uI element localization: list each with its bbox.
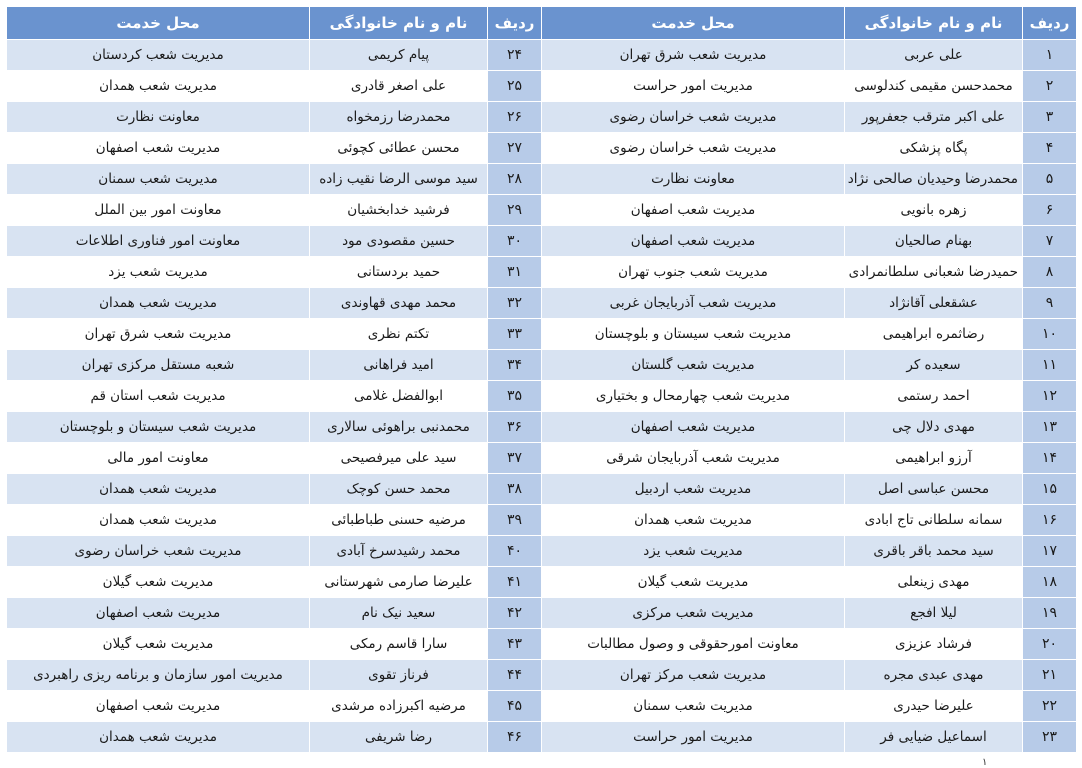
header-name: نام و نام خانوادگی [310, 7, 488, 40]
place-cell: مدیریت شعب کردستان [7, 40, 310, 71]
place-cell: مدیریت شعب سیستان و بلوچستان [542, 319, 845, 350]
name-cell: رضاثمره ابراهیمی [845, 319, 1023, 350]
place-cell: مدیریت شعب استان قم [7, 381, 310, 412]
row-number-cell: ۱۰ [1023, 319, 1077, 350]
name-cell: مهدی زینعلی [845, 567, 1023, 598]
place-cell: معاونت امور بین الملل [7, 195, 310, 226]
header-place: محل خدمت [7, 7, 310, 40]
table-row [7, 660, 1077, 691]
row-number-cell: ۱۱ [1023, 350, 1077, 381]
table-row [7, 381, 1077, 412]
place-cell: معاونت امورحقوقی و وصول مطالبات [542, 629, 845, 660]
name-cell: علی اکبر مترقب جعفرپور [845, 102, 1023, 133]
place-cell: مدیریت شعب مرکزی [542, 598, 845, 629]
name-cell: ابوالفضل غلامی [310, 381, 488, 412]
header-row-number: ردیف [488, 7, 542, 40]
row-number-cell: ۱۷ [1023, 536, 1077, 567]
place-cell: معاونت امور فناوری اطلاعات [7, 226, 310, 257]
place-cell: معاونت امور مالی [7, 443, 310, 474]
place-cell: مدیریت شعب شرق تهران [542, 40, 845, 71]
table-row [7, 350, 1077, 381]
name-cell: سید موسی الرضا نقیب زاده [310, 164, 488, 195]
row-number-cell: ۲۲ [1023, 691, 1077, 722]
place-cell: مدیریت شعب گلستان [542, 350, 845, 381]
employee-table-container [6, 6, 1076, 753]
row-number-cell: ۱۶ [1023, 505, 1077, 536]
place-cell: مدیریت شعب همدان [7, 288, 310, 319]
name-cell: محمدرضا وحیدیان صالحی نژاد [845, 164, 1023, 195]
name-cell: مرضیه اکبرزاده مرشدی [310, 691, 488, 722]
header-row-number: ردیف [1023, 7, 1077, 40]
place-cell: مدیریت شعب یزد [542, 536, 845, 567]
place-cell: مدیریت شعب همدان [7, 71, 310, 102]
row-number-cell: ۴۱ [488, 567, 542, 598]
name-cell: علی اصغر قادری [310, 71, 488, 102]
name-cell: سید محمد باقر باقری [845, 536, 1023, 567]
name-cell: اسماعیل ضیایی فر [845, 722, 1023, 753]
name-cell: فرناز تقوی [310, 660, 488, 691]
row-number-cell: ۳۰ [488, 226, 542, 257]
place-cell: مدیریت شعب خراسان رضوی [7, 536, 310, 567]
place-cell: شعبه مستقل مرکزی تهران [7, 350, 310, 381]
name-cell: سید علی میرفصیحی [310, 443, 488, 474]
row-number-cell: ۳۶ [488, 412, 542, 443]
employee-table [6, 6, 1077, 753]
name-cell: سعید نیک نام [310, 598, 488, 629]
name-cell: امید فراهانی [310, 350, 488, 381]
row-number-cell: ۲۱ [1023, 660, 1077, 691]
place-cell: مدیریت شعب اصفهان [542, 412, 845, 443]
row-number-cell: ۲۰ [1023, 629, 1077, 660]
name-cell: سمانه سلطانی تاج ابادی [845, 505, 1023, 536]
row-number-cell: ۱۲ [1023, 381, 1077, 412]
name-cell: سعیده کر [845, 350, 1023, 381]
place-cell: مدیریت شعب اصفهان [7, 598, 310, 629]
header-name: نام و نام خانوادگی [845, 7, 1023, 40]
table-row [7, 71, 1077, 102]
row-number-cell: ۷ [1023, 226, 1077, 257]
row-number-cell: ۴۲ [488, 598, 542, 629]
name-cell: رضا شریفی [310, 722, 488, 753]
row-number-cell: ۲۸ [488, 164, 542, 195]
place-cell: مدیریت شعب سمنان [7, 164, 310, 195]
name-cell: حمید بردستانی [310, 257, 488, 288]
row-number-cell: ۱۳ [1023, 412, 1077, 443]
table-row [7, 288, 1077, 319]
place-cell: مدیریت شعب سمنان [542, 691, 845, 722]
place-cell: مدیریت شعب همدان [542, 505, 845, 536]
place-cell: مدیریت شعب خراسان رضوی [542, 133, 845, 164]
name-cell: احمد رستمی [845, 381, 1023, 412]
name-cell: مهدی دلال چی [845, 412, 1023, 443]
place-cell: مدیریت شعب اصفهان [542, 195, 845, 226]
name-cell: بهنام صالحیان [845, 226, 1023, 257]
place-cell: مدیریت شعب همدان [7, 505, 310, 536]
place-cell: مدیریت شعب همدان [7, 474, 310, 505]
place-cell: مدیریت شعب گیلان [542, 567, 845, 598]
table-row [7, 474, 1077, 505]
name-cell: محمدرضا رزمخواه [310, 102, 488, 133]
row-number-cell: ۲۳ [1023, 722, 1077, 753]
name-cell: لیلا افجع [845, 598, 1023, 629]
table-row [7, 226, 1077, 257]
name-cell: مرضیه حسنی طباطبائی [310, 505, 488, 536]
place-cell: مدیریت شعب شرق تهران [7, 319, 310, 350]
name-cell: فرشاد عزیزی [845, 629, 1023, 660]
row-number-cell: ۳۲ [488, 288, 542, 319]
name-cell: مهدی عبدی مجره [845, 660, 1023, 691]
name-cell: تکتم نظری [310, 319, 488, 350]
table-row [7, 319, 1077, 350]
row-number-cell: ۲ [1023, 71, 1077, 102]
name-cell: عشقعلی آقانژاد [845, 288, 1023, 319]
row-number-cell: ۳۱ [488, 257, 542, 288]
table-row [7, 102, 1077, 133]
row-number-cell: ۳۴ [488, 350, 542, 381]
name-cell: فرشید خدابخشیان [310, 195, 488, 226]
row-number-cell: ۴۳ [488, 629, 542, 660]
row-number-cell: ۲۵ [488, 71, 542, 102]
row-number-cell: ۶ [1023, 195, 1077, 226]
name-cell: زهره بانویی [845, 195, 1023, 226]
place-cell: مدیریت امور حراست [542, 722, 845, 753]
row-number-cell: ۳۳ [488, 319, 542, 350]
place-cell: معاونت نظارت [542, 164, 845, 195]
name-cell: حسین مقصودی مود [310, 226, 488, 257]
table-row [7, 40, 1077, 71]
place-cell: مدیریت شعب اردبیل [542, 474, 845, 505]
name-cell: پگاه پزشکی [845, 133, 1023, 164]
name-cell: محسن عطائی کچوئی [310, 133, 488, 164]
row-number-cell: ۳۹ [488, 505, 542, 536]
row-number-cell: ۹ [1023, 288, 1077, 319]
row-number-cell: ۱۴ [1023, 443, 1077, 474]
place-cell: مدیریت شعب چهارمحال و بختیاری [542, 381, 845, 412]
name-cell: محسن عباسی اصل [845, 474, 1023, 505]
table-row [7, 536, 1077, 567]
table-row [7, 505, 1077, 536]
place-cell: معاونت نظارت [7, 102, 310, 133]
name-cell: سارا قاسم رمکی [310, 629, 488, 660]
place-cell: مدیریت شعب گیلان [7, 629, 310, 660]
name-cell: حمیدرضا شعبانی سلطانمرادی [845, 257, 1023, 288]
row-number-cell: ۴۰ [488, 536, 542, 567]
table-row [7, 691, 1077, 722]
place-cell: مدیریت شعب جنوب تهران [542, 257, 845, 288]
table-row [7, 598, 1077, 629]
row-number-cell: ۵ [1023, 164, 1077, 195]
row-number-cell: ۴۴ [488, 660, 542, 691]
row-number-cell: ۳۸ [488, 474, 542, 505]
table-row [7, 722, 1077, 753]
footnote-mark: ۱ [982, 757, 988, 768]
table-row [7, 133, 1077, 164]
table-row [7, 567, 1077, 598]
row-number-cell: ۸ [1023, 257, 1077, 288]
place-cell: مدیریت شعب یزد [7, 257, 310, 288]
row-number-cell: ۱۹ [1023, 598, 1077, 629]
table-row [7, 412, 1077, 443]
row-number-cell: ۱۵ [1023, 474, 1077, 505]
place-cell: مدیریت شعب همدان [7, 722, 310, 753]
row-number-cell: ۴۵ [488, 691, 542, 722]
place-cell: مدیریت شعب اصفهان [542, 226, 845, 257]
table-row [7, 195, 1077, 226]
place-cell: مدیریت شعب آذربایجان غربی [542, 288, 845, 319]
name-cell: محمدنبی براهوئی سالاری [310, 412, 488, 443]
place-cell: مدیریت شعب اصفهان [7, 133, 310, 164]
name-cell: علیرضا صارمی شهرستانی [310, 567, 488, 598]
name-cell: محمد مهدی قهاوندی [310, 288, 488, 319]
name-cell: علیرضا حیدری [845, 691, 1023, 722]
row-number-cell: ۲۴ [488, 40, 542, 71]
place-cell: مدیریت شعب گیلان [7, 567, 310, 598]
row-number-cell: ۲۷ [488, 133, 542, 164]
name-cell: پیام کریمی [310, 40, 488, 71]
row-number-cell: ۴۶ [488, 722, 542, 753]
row-number-cell: ۴ [1023, 133, 1077, 164]
name-cell: محمدحسن مقیمی کندلوسی [845, 71, 1023, 102]
place-cell: مدیریت امور حراست [542, 71, 845, 102]
name-cell: علی عربی [845, 40, 1023, 71]
row-number-cell: ۳۵ [488, 381, 542, 412]
table-body [7, 40, 1077, 753]
place-cell: مدیریت امور سازمان و برنامه ریزی راهبردی [7, 660, 310, 691]
place-cell: مدیریت شعب مرکز تهران [542, 660, 845, 691]
row-number-cell: ۱ [1023, 40, 1077, 71]
header-place: محل خدمت [542, 7, 845, 40]
name-cell: محمد حسن کوچک [310, 474, 488, 505]
header-row [7, 7, 1077, 40]
name-cell: آرزو ابراهیمی [845, 443, 1023, 474]
table-row [7, 257, 1077, 288]
place-cell: مدیریت شعب اصفهان [7, 691, 310, 722]
name-cell: محمد رشیدسرخ آبادی [310, 536, 488, 567]
row-number-cell: ۲۹ [488, 195, 542, 226]
table-row [7, 443, 1077, 474]
row-number-cell: ۱۸ [1023, 567, 1077, 598]
row-number-cell: ۲۶ [488, 102, 542, 133]
table-row [7, 629, 1077, 660]
place-cell: مدیریت شعب سیستان و بلوچستان [7, 412, 310, 443]
table-row [7, 164, 1077, 195]
place-cell: مدیریت شعب آذربایجان شرقی [542, 443, 845, 474]
row-number-cell: ۳ [1023, 102, 1077, 133]
row-number-cell: ۳۷ [488, 443, 542, 474]
place-cell: مدیریت شعب خراسان رضوی [542, 102, 845, 133]
